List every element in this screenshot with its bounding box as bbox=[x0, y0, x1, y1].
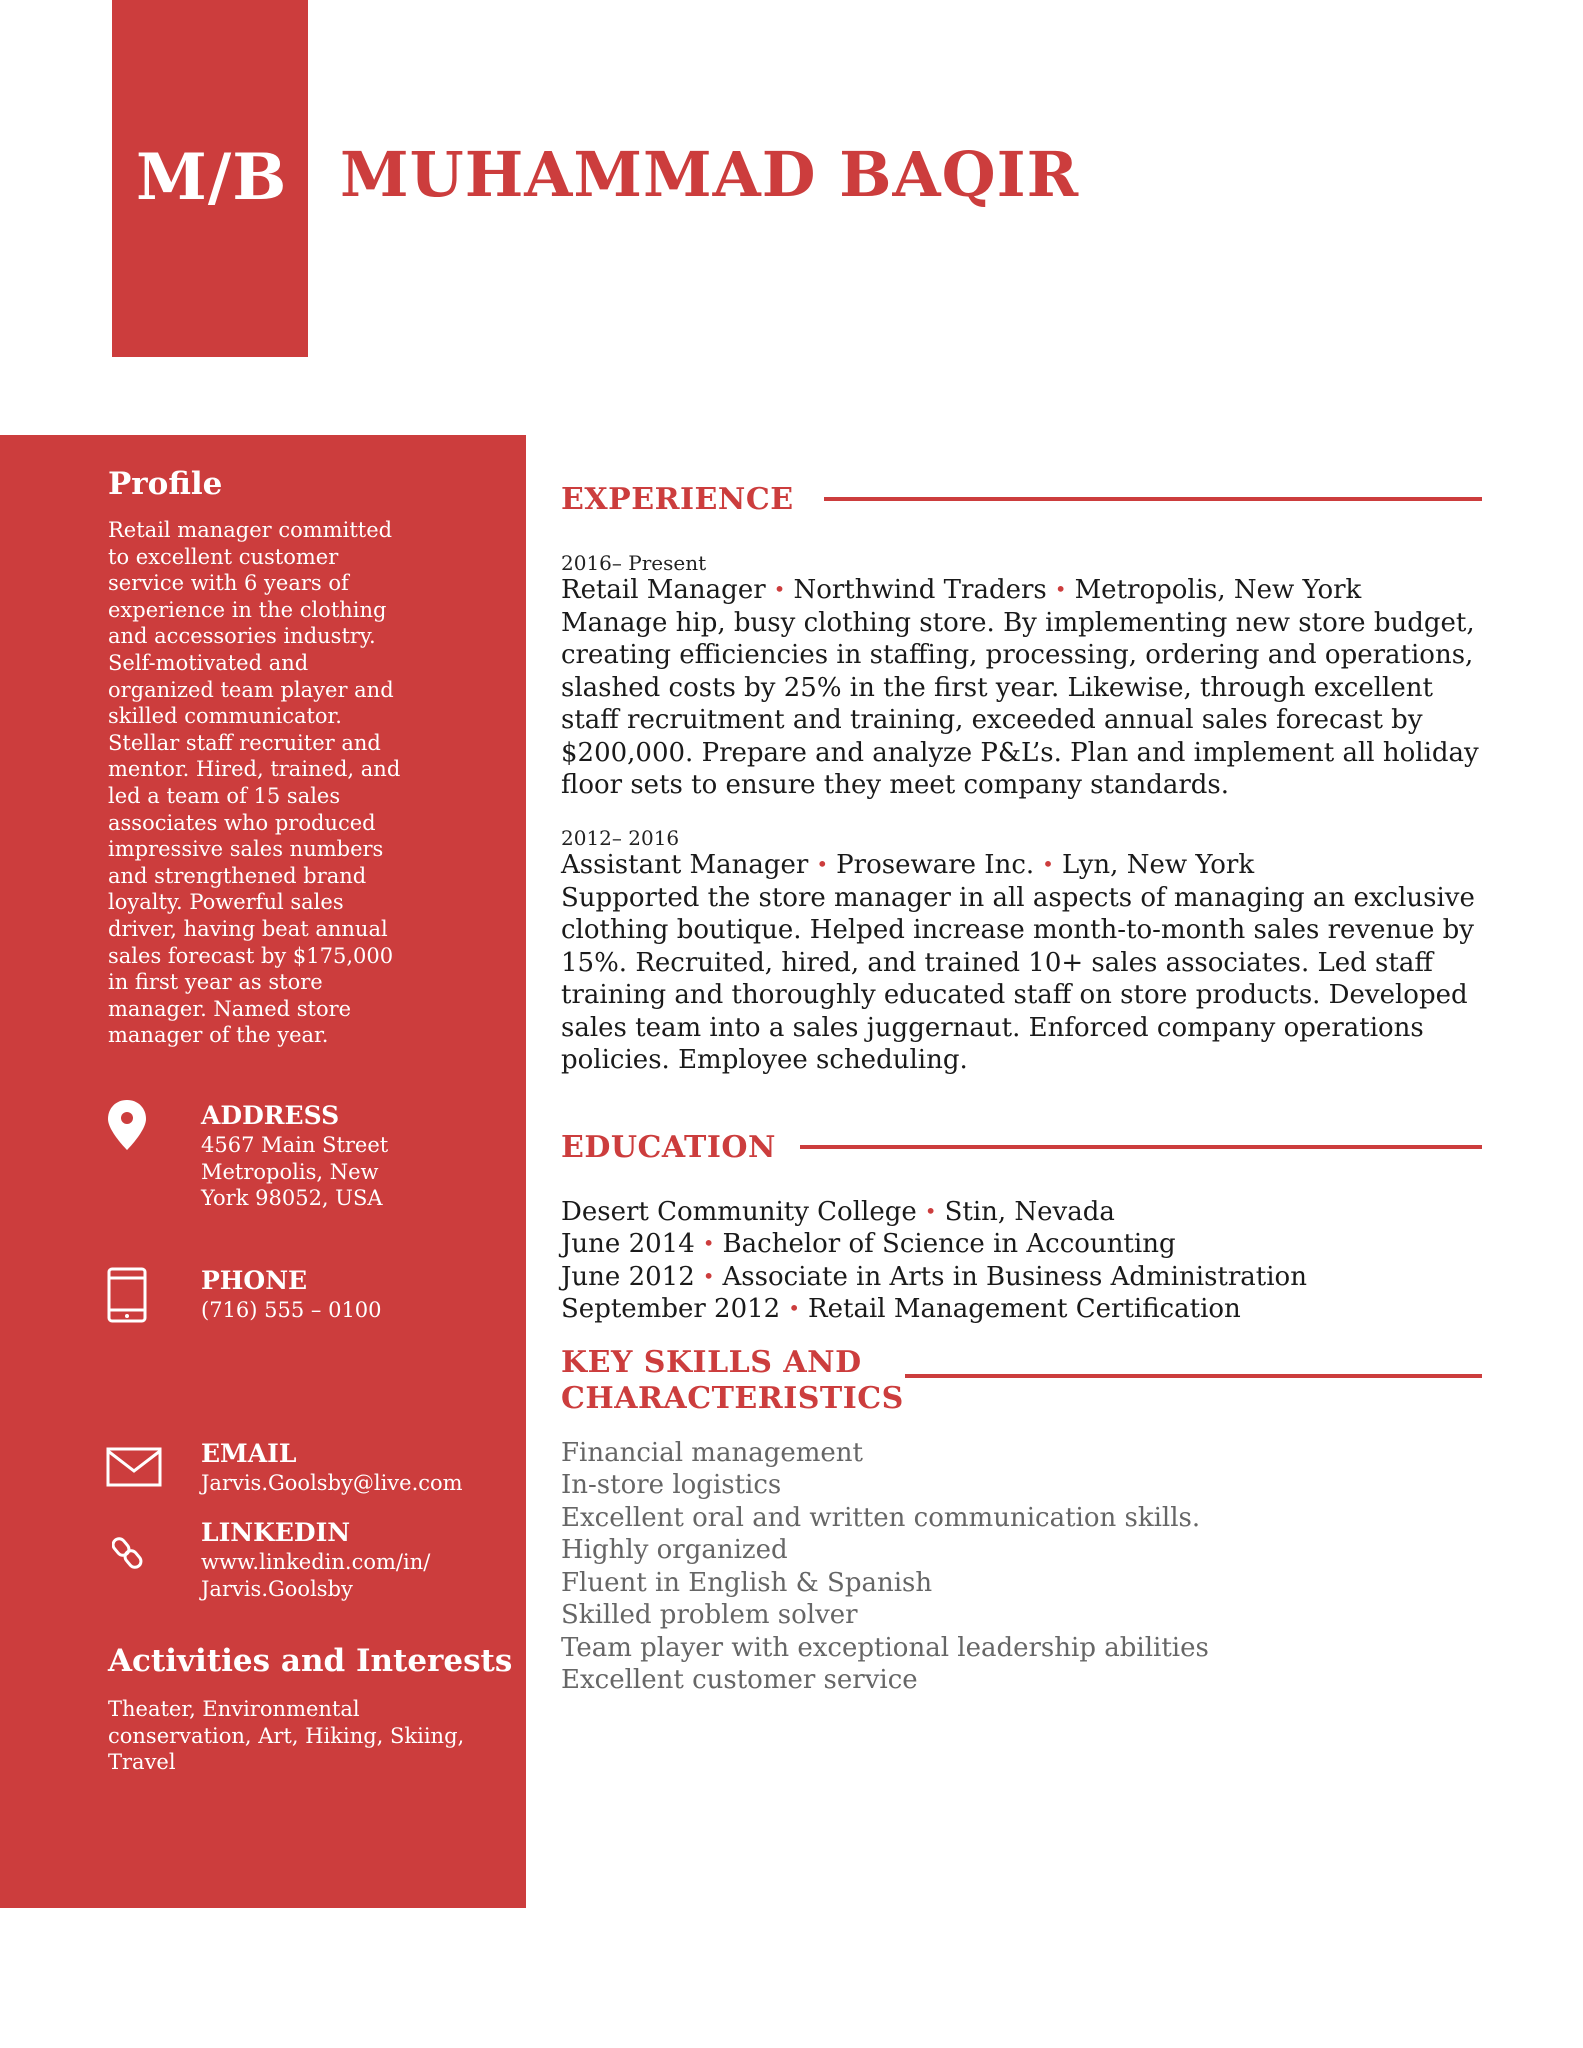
skill-item: Fluent in English & Spanish bbox=[561, 1568, 933, 1598]
education-school: Desert Community College bbox=[561, 1197, 917, 1227]
separator-dot: • bbox=[924, 1199, 937, 1223]
education-entry bbox=[561, 1294, 1241, 1324]
skill-item: Excellent oral and written communication skills. bbox=[561, 1503, 1201, 1533]
job-2-dates: 2012– 2016 bbox=[561, 826, 680, 850]
job-2-heading bbox=[561, 850, 1254, 880]
experience-rule bbox=[824, 497, 1482, 501]
address-label: ADDRESS bbox=[201, 1101, 340, 1130]
phone-icon bbox=[107, 1267, 147, 1327]
education-rule bbox=[800, 1145, 1482, 1149]
education-degree: Retail Management Certification bbox=[808, 1294, 1241, 1324]
phone-label: PHONE bbox=[201, 1266, 308, 1295]
skill-item: Financial management bbox=[561, 1438, 863, 1468]
candidate-name: MUHAMMAD BAQIR bbox=[340, 138, 1080, 211]
education-heading: EDUCATION bbox=[561, 1130, 776, 1165]
education-degree: Associate in Arts in Business Administration bbox=[722, 1262, 1307, 1292]
link-icon bbox=[112, 1535, 144, 1575]
monogram: M/B bbox=[136, 140, 288, 215]
location-pin-icon bbox=[106, 1098, 148, 1156]
linkedin-label: LINKEDIN bbox=[201, 1518, 351, 1547]
education-date: June 2014 bbox=[561, 1229, 695, 1259]
education-entry bbox=[561, 1229, 1176, 1259]
phone-value[interactable]: (716) 555 – 0100 bbox=[201, 1298, 382, 1322]
activities-text: Theater, Environmental conservation, Art, Hiking, Skiing, Travel bbox=[108, 1697, 465, 1775]
skill-item: In-store logistics bbox=[561, 1470, 782, 1500]
job-1-company: Northwind Traders bbox=[793, 575, 1047, 605]
envelope-icon bbox=[106, 1447, 162, 1491]
skill-item: Team player with exceptional leadership abilities bbox=[561, 1633, 1209, 1663]
separator-dot: • bbox=[773, 577, 786, 601]
skills-heading-line-2: CHARACTERISTICS bbox=[561, 1381, 904, 1416]
job-2-title: Assistant Manager bbox=[561, 850, 809, 880]
skills-rule bbox=[905, 1374, 1482, 1378]
education-school-location: Stin, Nevada bbox=[944, 1197, 1115, 1227]
email-value[interactable]: Jarvis.Goolsby@live.com bbox=[201, 1471, 463, 1495]
activities-heading: Activities and Interests bbox=[108, 1643, 513, 1679]
education-degree: Bachelor of Science in Accounting bbox=[722, 1229, 1176, 1259]
separator-dot: • bbox=[1042, 852, 1054, 876]
job-2-location: Lyn, New York bbox=[1061, 850, 1255, 880]
skill-item: Skilled problem solver bbox=[561, 1600, 858, 1630]
separator-dot: • bbox=[702, 1231, 715, 1255]
separator-dot: • bbox=[788, 1296, 801, 1320]
job-1-location: Metropolis, New York bbox=[1074, 575, 1362, 605]
skills-heading-line-1: KEY SKILLS AND bbox=[561, 1345, 862, 1380]
email-label: EMAIL bbox=[201, 1439, 297, 1468]
job-1-description: Manage hip, busy clothing store. By implementing new store budget, creating efficiencies in staffing, processing, ordering and operations, slashed costs by 25% in the first year. Likewise, through excellent staff recruitment and training, exceeded annual sales forecast by $200,000. Prepare and analyze P&L’s. Plan and implement all holiday floor sets to ensure they meet company standards. bbox=[561, 608, 1479, 801]
address-value: 4567 Main Street Metropolis, New York 98052, USA bbox=[201, 1133, 389, 1211]
skill-item: Highly organized bbox=[561, 1535, 788, 1565]
education-entry bbox=[561, 1262, 1307, 1292]
education-date: June 2012 bbox=[561, 1262, 695, 1292]
separator-dot: • bbox=[1054, 577, 1067, 601]
profile-heading: Profile bbox=[108, 466, 223, 502]
job-2-description: Supported the store manager in all aspects of managing an exclusive clothing boutique. Helped increase month-to-month sales revenue by 15%. Recruited, hired, and trained 10+ sales associates. Led staff training and thoroughly educated staff on store products. Developed sales team into a sales juggernaut. Enforced company operations policies. Employee scheduling. bbox=[561, 883, 1475, 1076]
job-2-company: Proseware Inc. bbox=[836, 850, 1035, 880]
job-1-title: Retail Manager bbox=[561, 575, 766, 605]
linkedin-value[interactable]: www.linkedin.com/in/ Jarvis.Goolsby bbox=[201, 1550, 431, 1601]
sidebar bbox=[0, 435, 526, 1908]
monogram-block bbox=[112, 0, 308, 357]
skill-item: Excellent customer service bbox=[561, 1665, 918, 1695]
education-date: September 2012 bbox=[561, 1294, 781, 1324]
separator-dot: • bbox=[702, 1264, 715, 1288]
separator-dot: • bbox=[816, 852, 829, 876]
experience-heading: EXPERIENCE bbox=[561, 482, 794, 517]
job-1-dates: 2016– Present bbox=[561, 551, 707, 575]
job-1-heading bbox=[561, 575, 1361, 605]
profile-text: Retail manager committed to excellent customer service with 6 years of experience in the clothing and accessories industry. Self-motivated and organized team player and skilled communicator. Stellar staff recruiter and mentor. Hired, trained, and led a team of 15 sales associates who produced impressive sales numbers and strengthened brand loyalty. Powerful sales driver, having beat annual sales forecast by $175,000 in first year as store manager. Named store manager of the year. bbox=[108, 518, 401, 1048]
education-school-line bbox=[561, 1197, 1115, 1227]
